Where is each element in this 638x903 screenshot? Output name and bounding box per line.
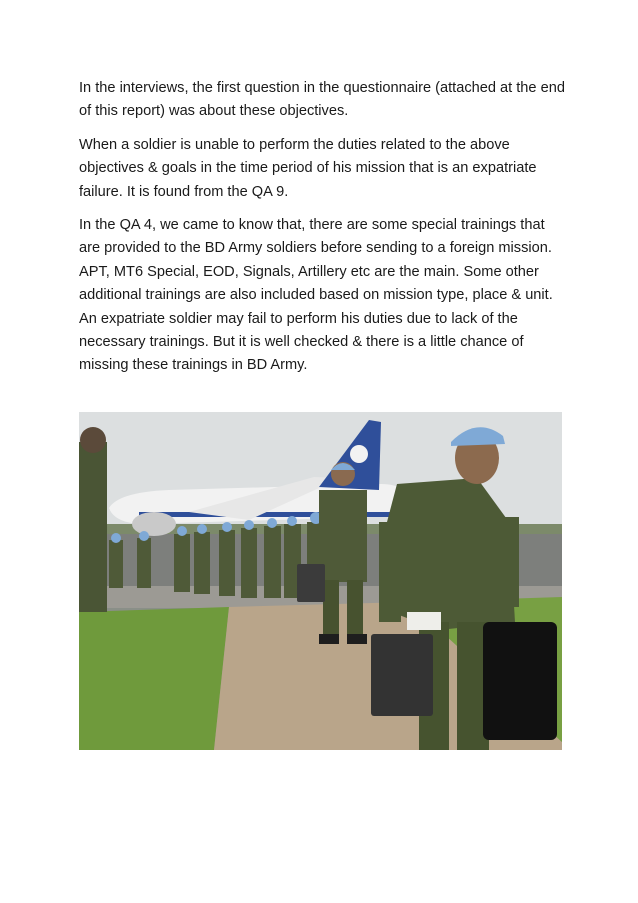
- soldiers-photo: [79, 412, 562, 750]
- photo-soldier-left: [79, 442, 107, 612]
- photo-plane-engine: [132, 512, 176, 536]
- photo-illustration: [79, 412, 562, 750]
- paragraph-2: When a soldier is unable to perform the duties related to the above objectives & goals in the time period of his mission that is an expatriate failure. It is found from the QA 9.: [79, 136, 537, 200]
- photo-black-bag: [483, 622, 557, 740]
- paragraph-3: In the QA 4, we came to know that, there are some special trainings that are provided to the BD Army soldiers before sending to a foreign mission. APT, MT6 Special, EOD, Signals, Artillery etc are the main. Some other additional trainings are also included based on mission type, place & unit. An expatriate soldier may fail to perform his duties due to lack of the necessary trainings. But it is well checked & there is a little chance of missing these trainings in BD Army.: [79, 217, 553, 374]
- photo-briefcase-foreground: [371, 634, 433, 716]
- paragraph-1: In the interviews, the first question in the questionnaire (attached at the end of this report) was about these objectives.: [79, 80, 565, 120]
- body-text: [79, 77, 569, 388]
- photo-grass-left: [79, 607, 229, 750]
- photo-briefcase-middle: [297, 564, 325, 602]
